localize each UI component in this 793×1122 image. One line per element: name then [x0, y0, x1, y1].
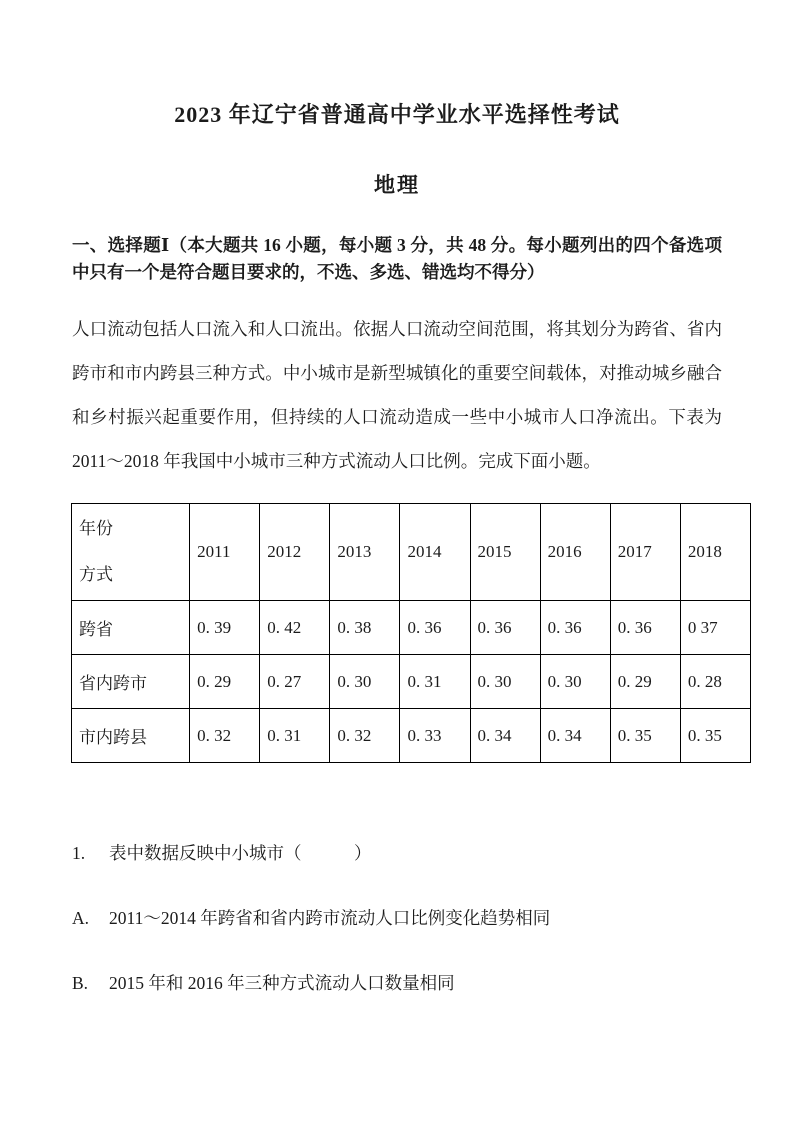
question-text: 表中数据反映中小城市（ ）: [109, 843, 372, 863]
value-cell: 0. 36: [610, 601, 680, 655]
option-letter: A.: [72, 908, 90, 928]
option-item-b: [72, 971, 722, 995]
value-cell: 0. 34: [470, 709, 540, 763]
row-label-cell: 跨省: [72, 601, 190, 655]
question-number: 1.: [72, 843, 86, 863]
value-cell: 0. 30: [540, 655, 610, 709]
option-text: 2015 年和 2016 年三种方式流动人口数量相同: [109, 973, 455, 993]
corner-label-method: 方式: [79, 565, 113, 584]
year-header-cell: 2018: [680, 504, 750, 601]
row-label-cell: 省内跨市: [72, 655, 190, 709]
option-item-a: [72, 906, 722, 930]
year-header-cell: 2015: [470, 504, 540, 601]
year-header-cell: 2014: [400, 504, 470, 601]
table-corner-cell: [72, 504, 190, 601]
value-cell: 0. 36: [540, 601, 610, 655]
value-cell: 0 37: [680, 601, 750, 655]
value-cell: 0. 31: [400, 655, 470, 709]
page-title: 2023 年辽宁省普通高中学业水平选择性考试: [174, 102, 620, 127]
value-cell: 0. 30: [330, 655, 400, 709]
value-cell: 0. 27: [260, 655, 330, 709]
value-cell: 0. 35: [610, 709, 680, 763]
year-header-cell: 2012: [260, 504, 330, 601]
value-cell: 0. 29: [190, 655, 260, 709]
value-cell: 0. 34: [540, 709, 610, 763]
table-header-row: [72, 504, 751, 601]
value-cell: 0. 35: [680, 709, 750, 763]
year-header-cell: 2013: [330, 504, 400, 601]
questions-block: [72, 841, 722, 995]
subject-title: 地理: [374, 173, 420, 197]
option-text: 2011～2014 年跨省和省内跨市流动人口比例变化趋势相同: [109, 908, 551, 928]
passage-text: 人口流动包括人口流入和人口流出。依据人口流动空间范围，将其划分为跨省、省内跨市和市内跨县三种方式。中小城市是新型城镇化的重要空间载体，对推动城乡融合和乡村振兴起重要作用，但持续的人口流动造成一些中小城市人口净流出。下表为2011～2018 年我国中小城市三种方式流动人口比例。完成下面小题。: [72, 319, 722, 471]
year-header-cell: 2016: [540, 504, 610, 601]
table-row: [72, 709, 751, 763]
question-item: [72, 841, 722, 865]
value-cell: 0. 38: [330, 601, 400, 655]
value-cell: 0. 32: [190, 709, 260, 763]
value-cell: 0. 31: [260, 709, 330, 763]
value-cell: 0. 36: [400, 601, 470, 655]
migration-ratio-table: [71, 503, 751, 763]
year-header-cell: 2017: [610, 504, 680, 601]
row-label-cell: 市内跨县: [72, 709, 190, 763]
corner-label-year: 年份: [79, 519, 113, 538]
value-cell: 0. 39: [190, 601, 260, 655]
year-header-cell: 2011: [190, 504, 260, 601]
option-letter: B.: [72, 973, 89, 993]
table-row: [72, 601, 751, 655]
value-cell: 0. 42: [260, 601, 330, 655]
value-cell: 0. 33: [400, 709, 470, 763]
value-cell: 0. 28: [680, 655, 750, 709]
table-row: [72, 655, 751, 709]
value-cell: 0. 29: [610, 655, 680, 709]
value-cell: 0. 36: [470, 601, 540, 655]
section-heading: 一、选择题Ⅰ（本大题共 16 小题，每小题 3 分，共 48 分。每小题列出的四个备选项中只有一个是符合题目要求的，不选、多选、错选均不得分）: [72, 235, 722, 282]
value-cell: 0. 32: [330, 709, 400, 763]
value-cell: 0. 30: [470, 655, 540, 709]
